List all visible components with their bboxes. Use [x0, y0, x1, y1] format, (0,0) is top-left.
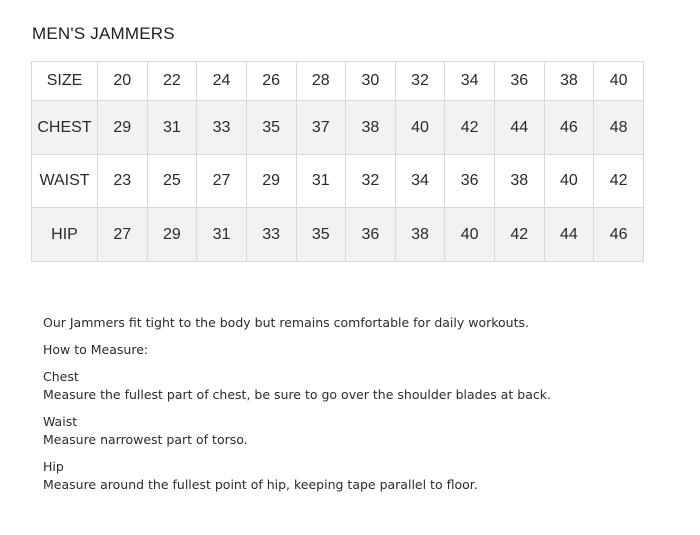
- table-cell: 40: [395, 101, 445, 155]
- table-cell: 31: [147, 101, 197, 155]
- table-cell: 37: [296, 101, 346, 155]
- page-title: MEN'S JAMMERS: [32, 24, 175, 43]
- table-cell: 29: [147, 208, 197, 262]
- row-label-waist: WAIST: [32, 155, 98, 208]
- table-cell: 26: [246, 62, 296, 101]
- table-cell: 38: [495, 155, 545, 208]
- table-cell: 40: [594, 62, 644, 101]
- table-cell: 38: [395, 208, 445, 262]
- table-cell: 29: [246, 155, 296, 208]
- table-cell: 46: [594, 208, 644, 262]
- how-to-measure-heading: How to Measure:: [43, 342, 149, 357]
- table-cell: 27: [197, 155, 247, 208]
- table-cell: 28: [296, 62, 346, 101]
- table-cell: 48: [594, 101, 644, 155]
- table-row-hip: [32, 208, 644, 262]
- table-cell: 36: [346, 208, 396, 262]
- table-cell: 46: [544, 101, 594, 155]
- table-row-size: [32, 62, 644, 101]
- waist-heading: Waist: [43, 414, 78, 429]
- row-label-chest: CHEST: [32, 101, 98, 155]
- table-cell: 40: [445, 208, 495, 262]
- table-cell: 38: [544, 62, 594, 101]
- table-cell: 25: [147, 155, 197, 208]
- size-chart-table: [31, 61, 644, 262]
- table-cell: 33: [246, 208, 296, 262]
- chest-section: [43, 368, 663, 404]
- hip-heading: Hip: [43, 459, 64, 474]
- hip-section: [43, 458, 663, 494]
- chest-instructions: Measure the fullest part of chest, be sure to go over the shoulder blades at back.: [43, 387, 551, 402]
- measurement-notes: [43, 314, 663, 503]
- row-label-size: SIZE: [32, 62, 98, 101]
- table-cell: 29: [98, 101, 148, 155]
- row-label-hip: HIP: [32, 208, 98, 262]
- table-cell: 38: [346, 101, 396, 155]
- table-cell: 20: [98, 62, 148, 101]
- table-cell: 27: [98, 208, 148, 262]
- table-cell: 32: [346, 155, 396, 208]
- table-cell: 24: [197, 62, 247, 101]
- table-cell: 44: [544, 208, 594, 262]
- table-cell: 40: [544, 155, 594, 208]
- chest-heading: Chest: [43, 369, 79, 384]
- table-cell: 22: [147, 62, 197, 101]
- table-row-waist: [32, 155, 644, 208]
- table-cell: 23: [98, 155, 148, 208]
- table-cell: 36: [445, 155, 495, 208]
- table-row-chest: [32, 101, 644, 155]
- table-cell: 31: [296, 155, 346, 208]
- table-cell: 42: [445, 101, 495, 155]
- table-cell: 35: [296, 208, 346, 262]
- waist-section: [43, 413, 663, 449]
- table-cell: 42: [495, 208, 545, 262]
- waist-instructions: Measure narrowest part of torso.: [43, 432, 248, 447]
- table-cell: 34: [395, 155, 445, 208]
- hip-instructions: Measure around the fullest point of hip, keeping tape parallel to floor.: [43, 477, 478, 492]
- table-cell: 30: [346, 62, 396, 101]
- table-cell: 31: [197, 208, 247, 262]
- table-cell: 32: [395, 62, 445, 101]
- table-cell: 35: [246, 101, 296, 155]
- table-cell: 36: [495, 62, 545, 101]
- table-cell: 34: [445, 62, 495, 101]
- table-cell: 42: [594, 155, 644, 208]
- table-cell: 33: [197, 101, 247, 155]
- table-cell: 44: [495, 101, 545, 155]
- fit-description: Our Jammers fit tight to the body but remains comfortable for daily workouts.: [43, 315, 529, 330]
